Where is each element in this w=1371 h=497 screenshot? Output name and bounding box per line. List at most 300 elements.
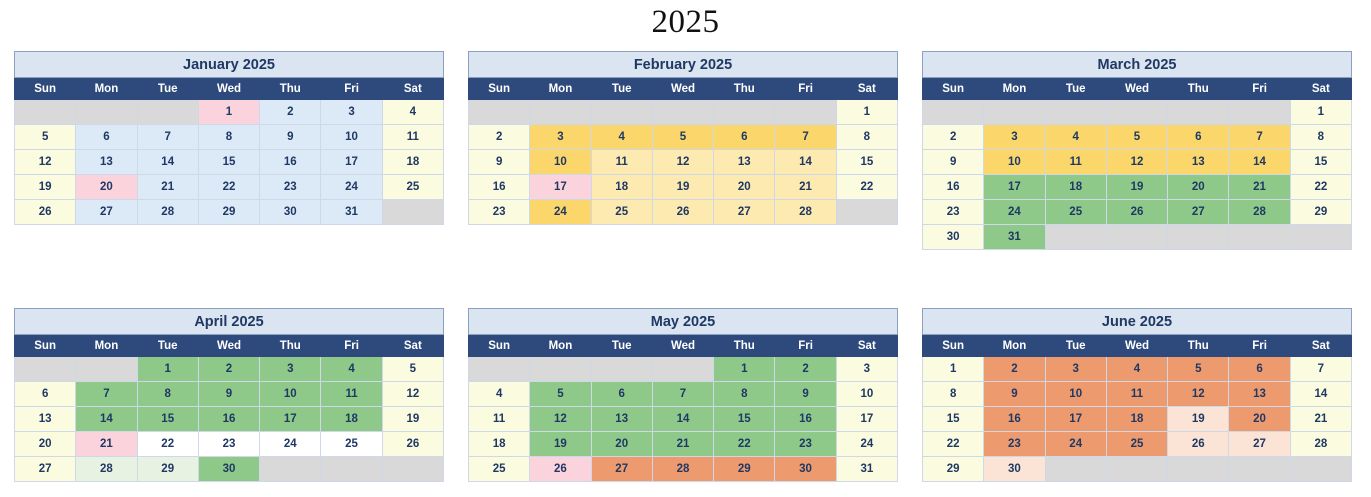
day-cell[interactable]: 10: [984, 150, 1045, 175]
month-title: April 2025: [15, 309, 444, 335]
day-cell[interactable]: 28: [137, 200, 198, 225]
day-cell[interactable]: 5: [1106, 125, 1167, 150]
empty-day-cell: [652, 100, 713, 125]
day-cell[interactable]: 29: [198, 200, 259, 225]
day-cell[interactable]: 26: [382, 432, 443, 457]
months-grid: [0, 41, 1371, 482]
week-row: [469, 200, 898, 225]
week-row: [15, 407, 444, 432]
week-row: [15, 357, 444, 382]
day-cell[interactable]: 2: [984, 357, 1045, 382]
day-cell[interactable]: 12: [1106, 150, 1167, 175]
day-cell[interactable]: 20: [1168, 175, 1229, 200]
week-row: [923, 200, 1352, 225]
month-title: January 2025: [15, 52, 444, 78]
day-cell[interactable]: 11: [1045, 150, 1106, 175]
day-cell[interactable]: 7: [1290, 357, 1351, 382]
day-cell[interactable]: 12: [530, 407, 591, 432]
week-row: [469, 407, 898, 432]
month-calendar: [468, 51, 898, 225]
day-cell[interactable]: 21: [652, 432, 713, 457]
empty-day-cell: [1106, 225, 1167, 250]
dow-header-fri: Fri: [321, 78, 382, 100]
week-row: [469, 150, 898, 175]
day-cell[interactable]: 19: [530, 432, 591, 457]
day-cell[interactable]: 19: [1168, 407, 1229, 432]
day-cell[interactable]: 16: [984, 407, 1045, 432]
day-cell[interactable]: 24: [321, 175, 382, 200]
day-cell[interactable]: 22: [198, 175, 259, 200]
day-cell[interactable]: 15: [137, 407, 198, 432]
day-cell[interactable]: 25: [1045, 200, 1106, 225]
day-cell[interactable]: 21: [1229, 175, 1290, 200]
empty-day-cell: [469, 100, 530, 125]
day-cell[interactable]: 9: [775, 382, 836, 407]
day-cell[interactable]: 5: [382, 357, 443, 382]
week-row: [469, 175, 898, 200]
dow-header-mon: Mon: [76, 335, 137, 357]
day-cell[interactable]: 30: [775, 457, 836, 482]
dow-header-wed: Wed: [198, 78, 259, 100]
day-cell[interactable]: 24: [530, 200, 591, 225]
empty-day-cell: [382, 200, 443, 225]
day-cell[interactable]: 5: [652, 125, 713, 150]
empty-day-cell: [1229, 100, 1290, 125]
month-title: May 2025: [469, 309, 898, 335]
dow-header-tue: Tue: [591, 78, 652, 100]
day-cell[interactable]: 21: [76, 432, 137, 457]
week-row: [15, 175, 444, 200]
empty-day-cell: [1229, 457, 1290, 482]
dow-header-sat: Sat: [1290, 78, 1351, 100]
day-cell[interactable]: 4: [469, 382, 530, 407]
week-row: [15, 125, 444, 150]
day-cell[interactable]: 16: [198, 407, 259, 432]
dow-header-tue: Tue: [1045, 335, 1106, 357]
week-row: [923, 150, 1352, 175]
day-cell[interactable]: 3: [1045, 357, 1106, 382]
month-block: [14, 308, 444, 482]
dow-header-mon: Mon: [76, 78, 137, 100]
empty-day-cell: [1045, 225, 1106, 250]
week-row: [15, 457, 444, 482]
month-calendar: [468, 308, 898, 482]
day-cell[interactable]: 15: [198, 150, 259, 175]
day-cell[interactable]: 20: [1229, 407, 1290, 432]
dow-header-thu: Thu: [714, 78, 775, 100]
day-cell[interactable]: 18: [321, 407, 382, 432]
day-cell[interactable]: 16: [260, 150, 321, 175]
day-cell[interactable]: 11: [591, 150, 652, 175]
day-cell[interactable]: 15: [714, 407, 775, 432]
empty-day-cell: [76, 357, 137, 382]
week-row: [469, 357, 898, 382]
day-cell[interactable]: 8: [836, 125, 897, 150]
day-cell[interactable]: 14: [1290, 382, 1351, 407]
day-cell[interactable]: 15: [923, 407, 984, 432]
month-block: [468, 51, 898, 250]
day-cell[interactable]: 13: [76, 150, 137, 175]
day-cell[interactable]: 24: [260, 432, 321, 457]
week-row: [923, 357, 1352, 382]
day-cell[interactable]: 11: [321, 382, 382, 407]
week-row: [15, 432, 444, 457]
day-cell[interactable]: 18: [591, 175, 652, 200]
day-cell[interactable]: 7: [76, 382, 137, 407]
day-cell[interactable]: 21: [137, 175, 198, 200]
day-cell[interactable]: 19: [382, 407, 443, 432]
day-cell[interactable]: 1: [198, 100, 259, 125]
day-cell[interactable]: 18: [1106, 407, 1167, 432]
day-cell[interactable]: 28: [652, 457, 713, 482]
month-calendar: [14, 51, 444, 225]
day-cell[interactable]: 22: [1290, 175, 1351, 200]
day-cell[interactable]: 3: [321, 100, 382, 125]
day-cell[interactable]: 6: [76, 125, 137, 150]
dow-header-sun: Sun: [15, 78, 76, 100]
day-cell[interactable]: 12: [382, 382, 443, 407]
day-cell[interactable]: 29: [1290, 200, 1351, 225]
day-cell[interactable]: 27: [591, 457, 652, 482]
empty-day-cell: [15, 100, 76, 125]
week-row: [469, 125, 898, 150]
day-cell[interactable]: 5: [530, 382, 591, 407]
day-cell[interactable]: 27: [714, 200, 775, 225]
day-cell[interactable]: 23: [260, 175, 321, 200]
day-cell[interactable]: 23: [469, 200, 530, 225]
empty-day-cell: [1168, 225, 1229, 250]
month-title: June 2025: [923, 309, 1352, 335]
dow-header-mon: Mon: [530, 78, 591, 100]
day-cell[interactable]: 4: [382, 100, 443, 125]
week-row: [15, 150, 444, 175]
dow-header-sun: Sun: [15, 335, 76, 357]
empty-day-cell: [1045, 457, 1106, 482]
day-cell[interactable]: 3: [984, 125, 1045, 150]
empty-day-cell: [76, 100, 137, 125]
day-cell[interactable]: 21: [775, 175, 836, 200]
month-calendar: [14, 308, 444, 482]
day-cell[interactable]: 23: [775, 432, 836, 457]
dow-header-fri: Fri: [1229, 335, 1290, 357]
day-cell[interactable]: 6: [15, 382, 76, 407]
day-cell[interactable]: 26: [530, 457, 591, 482]
day-cell[interactable]: 3: [836, 357, 897, 382]
empty-day-cell: [1168, 100, 1229, 125]
day-cell[interactable]: 4: [321, 357, 382, 382]
week-row: [15, 100, 444, 125]
day-cell[interactable]: 17: [530, 175, 591, 200]
day-cell[interactable]: 22: [714, 432, 775, 457]
empty-day-cell: [1168, 457, 1229, 482]
empty-day-cell: [260, 457, 321, 482]
dow-header-wed: Wed: [1106, 335, 1167, 357]
day-cell[interactable]: 29: [714, 457, 775, 482]
day-cell[interactable]: 17: [984, 175, 1045, 200]
day-cell[interactable]: 20: [591, 432, 652, 457]
day-cell[interactable]: 6: [1229, 357, 1290, 382]
dow-header-wed: Wed: [198, 335, 259, 357]
week-row: [15, 200, 444, 225]
day-cell[interactable]: 16: [923, 175, 984, 200]
day-cell[interactable]: 15: [836, 150, 897, 175]
dow-header-sat: Sat: [382, 335, 443, 357]
day-cell[interactable]: 9: [923, 150, 984, 175]
day-cell[interactable]: 11: [469, 407, 530, 432]
day-cell[interactable]: 27: [76, 200, 137, 225]
day-cell[interactable]: 19: [1106, 175, 1167, 200]
week-row: [469, 382, 898, 407]
empty-day-cell: [530, 100, 591, 125]
day-cell[interactable]: 29: [137, 457, 198, 482]
day-cell[interactable]: 8: [137, 382, 198, 407]
dow-header-mon: Mon: [984, 335, 1045, 357]
day-cell[interactable]: 18: [469, 432, 530, 457]
day-cell[interactable]: 18: [1045, 175, 1106, 200]
day-cell[interactable]: 27: [15, 457, 76, 482]
week-row: [923, 432, 1352, 457]
day-cell[interactable]: 13: [591, 407, 652, 432]
day-cell[interactable]: 1: [137, 357, 198, 382]
day-cell[interactable]: 9: [984, 382, 1045, 407]
day-cell[interactable]: 8: [198, 125, 259, 150]
day-cell[interactable]: 25: [1106, 432, 1167, 457]
day-cell[interactable]: 30: [260, 200, 321, 225]
day-cell[interactable]: 13: [15, 407, 76, 432]
empty-day-cell: [321, 457, 382, 482]
day-cell[interactable]: 7: [652, 382, 713, 407]
month-block: [468, 308, 898, 482]
day-cell[interactable]: 3: [260, 357, 321, 382]
day-cell[interactable]: 13: [714, 150, 775, 175]
day-cell[interactable]: 6: [591, 382, 652, 407]
day-cell[interactable]: 15: [1290, 150, 1351, 175]
day-cell[interactable]: 8: [923, 382, 984, 407]
month-calendar: [922, 308, 1352, 482]
day-cell[interactable]: 31: [321, 200, 382, 225]
day-cell[interactable]: 16: [469, 175, 530, 200]
day-cell[interactable]: 5: [15, 125, 76, 150]
empty-day-cell: [984, 100, 1045, 125]
day-cell[interactable]: 7: [137, 125, 198, 150]
month-block: [922, 51, 1352, 250]
empty-day-cell: [923, 100, 984, 125]
dow-header-thu: Thu: [714, 335, 775, 357]
day-cell[interactable]: 23: [198, 432, 259, 457]
day-cell[interactable]: 10: [530, 150, 591, 175]
day-cell[interactable]: 22: [137, 432, 198, 457]
empty-day-cell: [1106, 457, 1167, 482]
day-cell[interactable]: 28: [775, 200, 836, 225]
day-cell[interactable]: 14: [1229, 150, 1290, 175]
day-cell[interactable]: 13: [1168, 150, 1229, 175]
day-cell[interactable]: 27: [1168, 200, 1229, 225]
dow-header-sun: Sun: [923, 335, 984, 357]
day-cell[interactable]: 13: [1229, 382, 1290, 407]
empty-day-cell: [530, 357, 591, 382]
day-cell[interactable]: 9: [198, 382, 259, 407]
day-cell[interactable]: 1: [923, 357, 984, 382]
empty-day-cell: [1290, 457, 1351, 482]
day-cell[interactable]: 31: [984, 225, 1045, 250]
dow-header-wed: Wed: [652, 78, 713, 100]
day-cell[interactable]: 14: [652, 407, 713, 432]
dow-header-thu: Thu: [1168, 78, 1229, 100]
dow-header-sun: Sun: [469, 78, 530, 100]
dow-header-sun: Sun: [923, 78, 984, 100]
day-cell[interactable]: 9: [260, 125, 321, 150]
day-cell[interactable]: 17: [836, 407, 897, 432]
empty-day-cell: [836, 200, 897, 225]
day-cell[interactable]: 20: [714, 175, 775, 200]
day-cell[interactable]: 25: [591, 200, 652, 225]
day-cell[interactable]: 30: [984, 457, 1045, 482]
dow-header-fri: Fri: [321, 335, 382, 357]
day-cell[interactable]: 17: [321, 150, 382, 175]
day-cell[interactable]: 14: [775, 150, 836, 175]
day-cell[interactable]: 10: [260, 382, 321, 407]
day-cell[interactable]: 2: [198, 357, 259, 382]
month-title: February 2025: [469, 52, 898, 78]
day-cell[interactable]: 30: [923, 225, 984, 250]
day-cell[interactable]: 1: [836, 100, 897, 125]
day-cell[interactable]: 20: [15, 432, 76, 457]
dow-header-sat: Sat: [382, 78, 443, 100]
day-cell[interactable]: 22: [836, 175, 897, 200]
month-title: March 2025: [923, 52, 1352, 78]
dow-header-tue: Tue: [137, 78, 198, 100]
dow-header-fri: Fri: [775, 78, 836, 100]
day-cell[interactable]: 14: [76, 407, 137, 432]
day-cell[interactable]: 7: [775, 125, 836, 150]
day-cell[interactable]: 25: [469, 457, 530, 482]
day-cell[interactable]: 2: [469, 125, 530, 150]
day-cell[interactable]: 1: [1290, 100, 1351, 125]
day-cell[interactable]: 9: [469, 150, 530, 175]
day-cell[interactable]: 3: [530, 125, 591, 150]
empty-day-cell: [1106, 100, 1167, 125]
dow-header-wed: Wed: [1106, 78, 1167, 100]
empty-day-cell: [15, 357, 76, 382]
day-cell[interactable]: 17: [1045, 407, 1106, 432]
dow-header-thu: Thu: [1168, 335, 1229, 357]
day-cell[interactable]: 6: [1168, 125, 1229, 150]
dow-header-thu: Thu: [260, 78, 321, 100]
month-block: [922, 308, 1352, 482]
day-cell[interactable]: 7: [1229, 125, 1290, 150]
day-cell[interactable]: 26: [652, 200, 713, 225]
day-cell[interactable]: 4: [1045, 125, 1106, 150]
day-cell[interactable]: 23: [923, 200, 984, 225]
day-cell[interactable]: 19: [15, 175, 76, 200]
day-cell[interactable]: 29: [923, 457, 984, 482]
day-cell[interactable]: 31: [836, 457, 897, 482]
day-cell[interactable]: 1: [714, 357, 775, 382]
day-cell[interactable]: 24: [1045, 432, 1106, 457]
day-cell[interactable]: 24: [984, 200, 1045, 225]
week-row: [923, 175, 1352, 200]
dow-header-tue: Tue: [137, 335, 198, 357]
week-row: [469, 457, 898, 482]
week-row: [923, 382, 1352, 407]
day-cell[interactable]: 23: [984, 432, 1045, 457]
day-cell[interactable]: 18: [382, 150, 443, 175]
day-cell[interactable]: 28: [1229, 200, 1290, 225]
dow-header-sat: Sat: [836, 78, 897, 100]
dow-header-wed: Wed: [652, 335, 713, 357]
dow-header-sat: Sat: [836, 335, 897, 357]
day-cell[interactable]: 21: [1290, 407, 1351, 432]
empty-day-cell: [469, 357, 530, 382]
day-cell[interactable]: 26: [1168, 432, 1229, 457]
day-cell[interactable]: 4: [591, 125, 652, 150]
day-cell[interactable]: 10: [1045, 382, 1106, 407]
day-cell[interactable]: 26: [1106, 200, 1167, 225]
day-cell[interactable]: 5: [1168, 357, 1229, 382]
dow-header-thu: Thu: [260, 335, 321, 357]
day-cell[interactable]: 20: [76, 175, 137, 200]
day-cell[interactable]: 25: [382, 175, 443, 200]
day-cell[interactable]: 25: [321, 432, 382, 457]
day-cell[interactable]: 14: [137, 150, 198, 175]
day-cell[interactable]: 12: [1168, 382, 1229, 407]
day-cell[interactable]: 6: [714, 125, 775, 150]
week-row: [923, 407, 1352, 432]
empty-day-cell: [1045, 100, 1106, 125]
day-cell[interactable]: 24: [836, 432, 897, 457]
week-row: [923, 100, 1352, 125]
day-cell[interactable]: 22: [923, 432, 984, 457]
day-cell[interactable]: 30: [198, 457, 259, 482]
day-cell[interactable]: 17: [260, 407, 321, 432]
day-cell[interactable]: 8: [1290, 125, 1351, 150]
day-cell[interactable]: 4: [1106, 357, 1167, 382]
empty-day-cell: [652, 357, 713, 382]
day-cell[interactable]: 2: [775, 357, 836, 382]
day-cell[interactable]: 12: [15, 150, 76, 175]
day-cell[interactable]: 10: [321, 125, 382, 150]
empty-day-cell: [137, 100, 198, 125]
week-row: [469, 432, 898, 457]
day-cell[interactable]: 10: [836, 382, 897, 407]
page-title: 2025: [651, 4, 720, 40]
empty-day-cell: [775, 100, 836, 125]
day-cell[interactable]: 28: [76, 457, 137, 482]
day-cell[interactable]: 12: [652, 150, 713, 175]
day-cell[interactable]: 26: [15, 200, 76, 225]
dow-header-mon: Mon: [530, 335, 591, 357]
day-cell[interactable]: 19: [652, 175, 713, 200]
day-cell[interactable]: 2: [923, 125, 984, 150]
week-row: [923, 125, 1352, 150]
empty-day-cell: [591, 357, 652, 382]
week-row: [15, 382, 444, 407]
dow-header-tue: Tue: [591, 335, 652, 357]
day-cell[interactable]: 2: [260, 100, 321, 125]
day-cell[interactable]: 11: [382, 125, 443, 150]
day-cell[interactable]: 28: [1290, 432, 1351, 457]
week-row: [923, 225, 1352, 250]
dow-header-fri: Fri: [1229, 78, 1290, 100]
empty-day-cell: [714, 100, 775, 125]
day-cell[interactable]: 27: [1229, 432, 1290, 457]
empty-day-cell: [1229, 225, 1290, 250]
dow-header-tue: Tue: [1045, 78, 1106, 100]
dow-header-sat: Sat: [1290, 335, 1351, 357]
day-cell[interactable]: 11: [1106, 382, 1167, 407]
day-cell[interactable]: 16: [775, 407, 836, 432]
day-cell[interactable]: 8: [714, 382, 775, 407]
